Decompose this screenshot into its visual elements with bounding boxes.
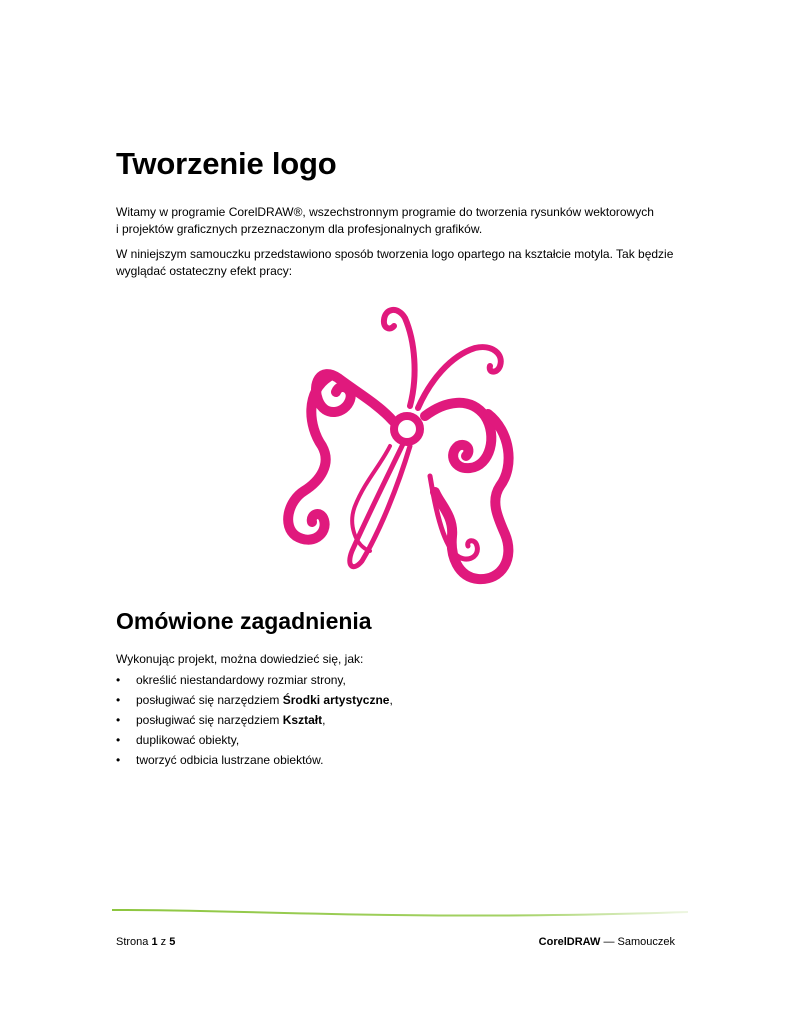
bullet: • [116,753,121,767]
topics-list [116,670,393,770]
bullet: • [116,673,121,687]
topic-text: tworzyć odbicia lustrzane obiektów. [136,753,324,767]
topic-text: posługiwać się narzędziem Kształt, [136,713,326,727]
footer-product-label: CorelDRAW — Samouczek [538,936,675,948]
intro-line: i projektów graficznych przeznaczonym dla profesjonalnych grafików. [116,222,483,236]
bullet: • [116,713,121,727]
topic-text: posługiwać się narzędziem Środki artystyczne, [136,693,393,707]
bullet: • [116,733,121,747]
page-number: Strona 1 z 5 [116,936,176,948]
bullet: • [116,693,121,707]
topic-text: określić niestandardowy rozmiar strony, [136,673,346,687]
description-line: W niniejszym samouczku przedstawiono sposób tworzenia logo opartego na kształcie motyla. Tak będzie [116,247,674,261]
section-title: Omówione zagadnienia [116,608,372,634]
list-item [116,730,393,750]
intro-paragraph [116,204,676,238]
page-title: Tworzenie logo [116,146,337,181]
list-item [116,690,393,710]
description-line: wyglądać ostateczny efekt pracy: [116,264,293,278]
list-item [116,710,393,730]
list-item [116,750,393,770]
topic-text: duplikować obiekty, [136,733,240,747]
butterfly-logo-image [270,296,530,588]
footer-divider [112,906,688,930]
list-item [116,670,393,690]
section-intro: Wykonując projekt, można dowiedzieć się, jak: [116,652,364,666]
description-paragraph [116,246,676,280]
intro-line: Witamy w programie CorelDRAW®, wszechstronnym programie do tworzenia rysunków wektorowych [116,205,654,219]
